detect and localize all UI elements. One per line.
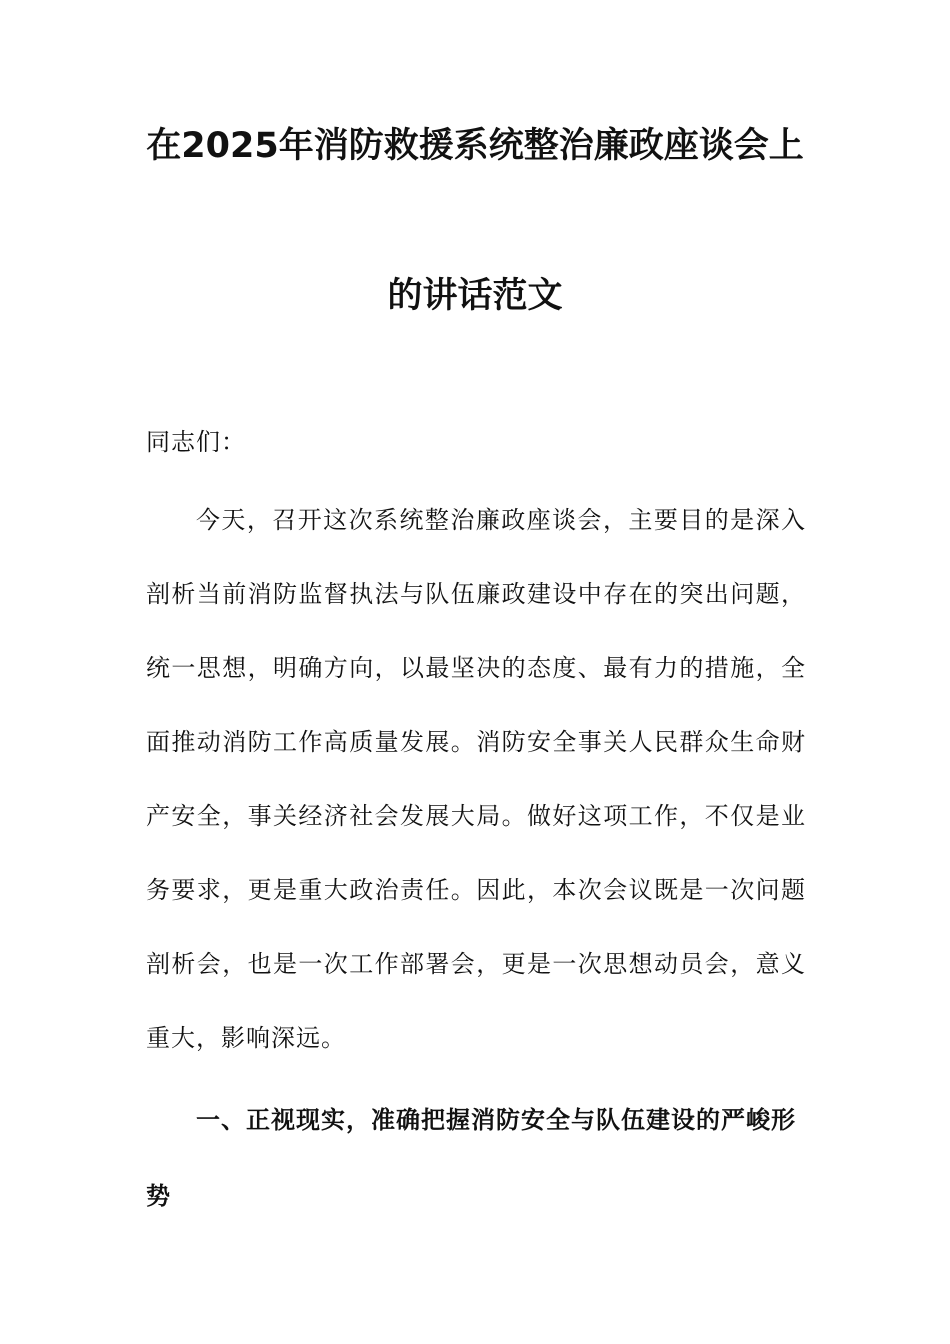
document-title-line-1: 在2025年消防救援系统整治廉政座谈会上 <box>146 126 804 166</box>
document-title-line-2: 的讲话范文 <box>387 276 563 316</box>
section-heading: 一、正视现实，准确把握消防安全与队伍建设的严峻形势 <box>146 1105 796 1210</box>
body-paragraph: 今天，召开这次系统整治廉政座谈会，主要目的是深入剖析当前消防监督执法与队伍廉政建设中存在的突出问题，统一思想，明确方向，以最坚决的态度、最有力的措施，全面推动消防工作高质量发展。消防安全事关人民群众生命财产安全，事关经济社会发展大局。做好这项工作，不仅是业务要求，更是重大政治责任。因此，本次会议既是一次问题剖析会，也是一次工作部署会，更是一次思想动员会，意义重大，影响深远。 <box>146 506 806 1052</box>
salutation: 同志们： <box>146 428 246 456</box>
